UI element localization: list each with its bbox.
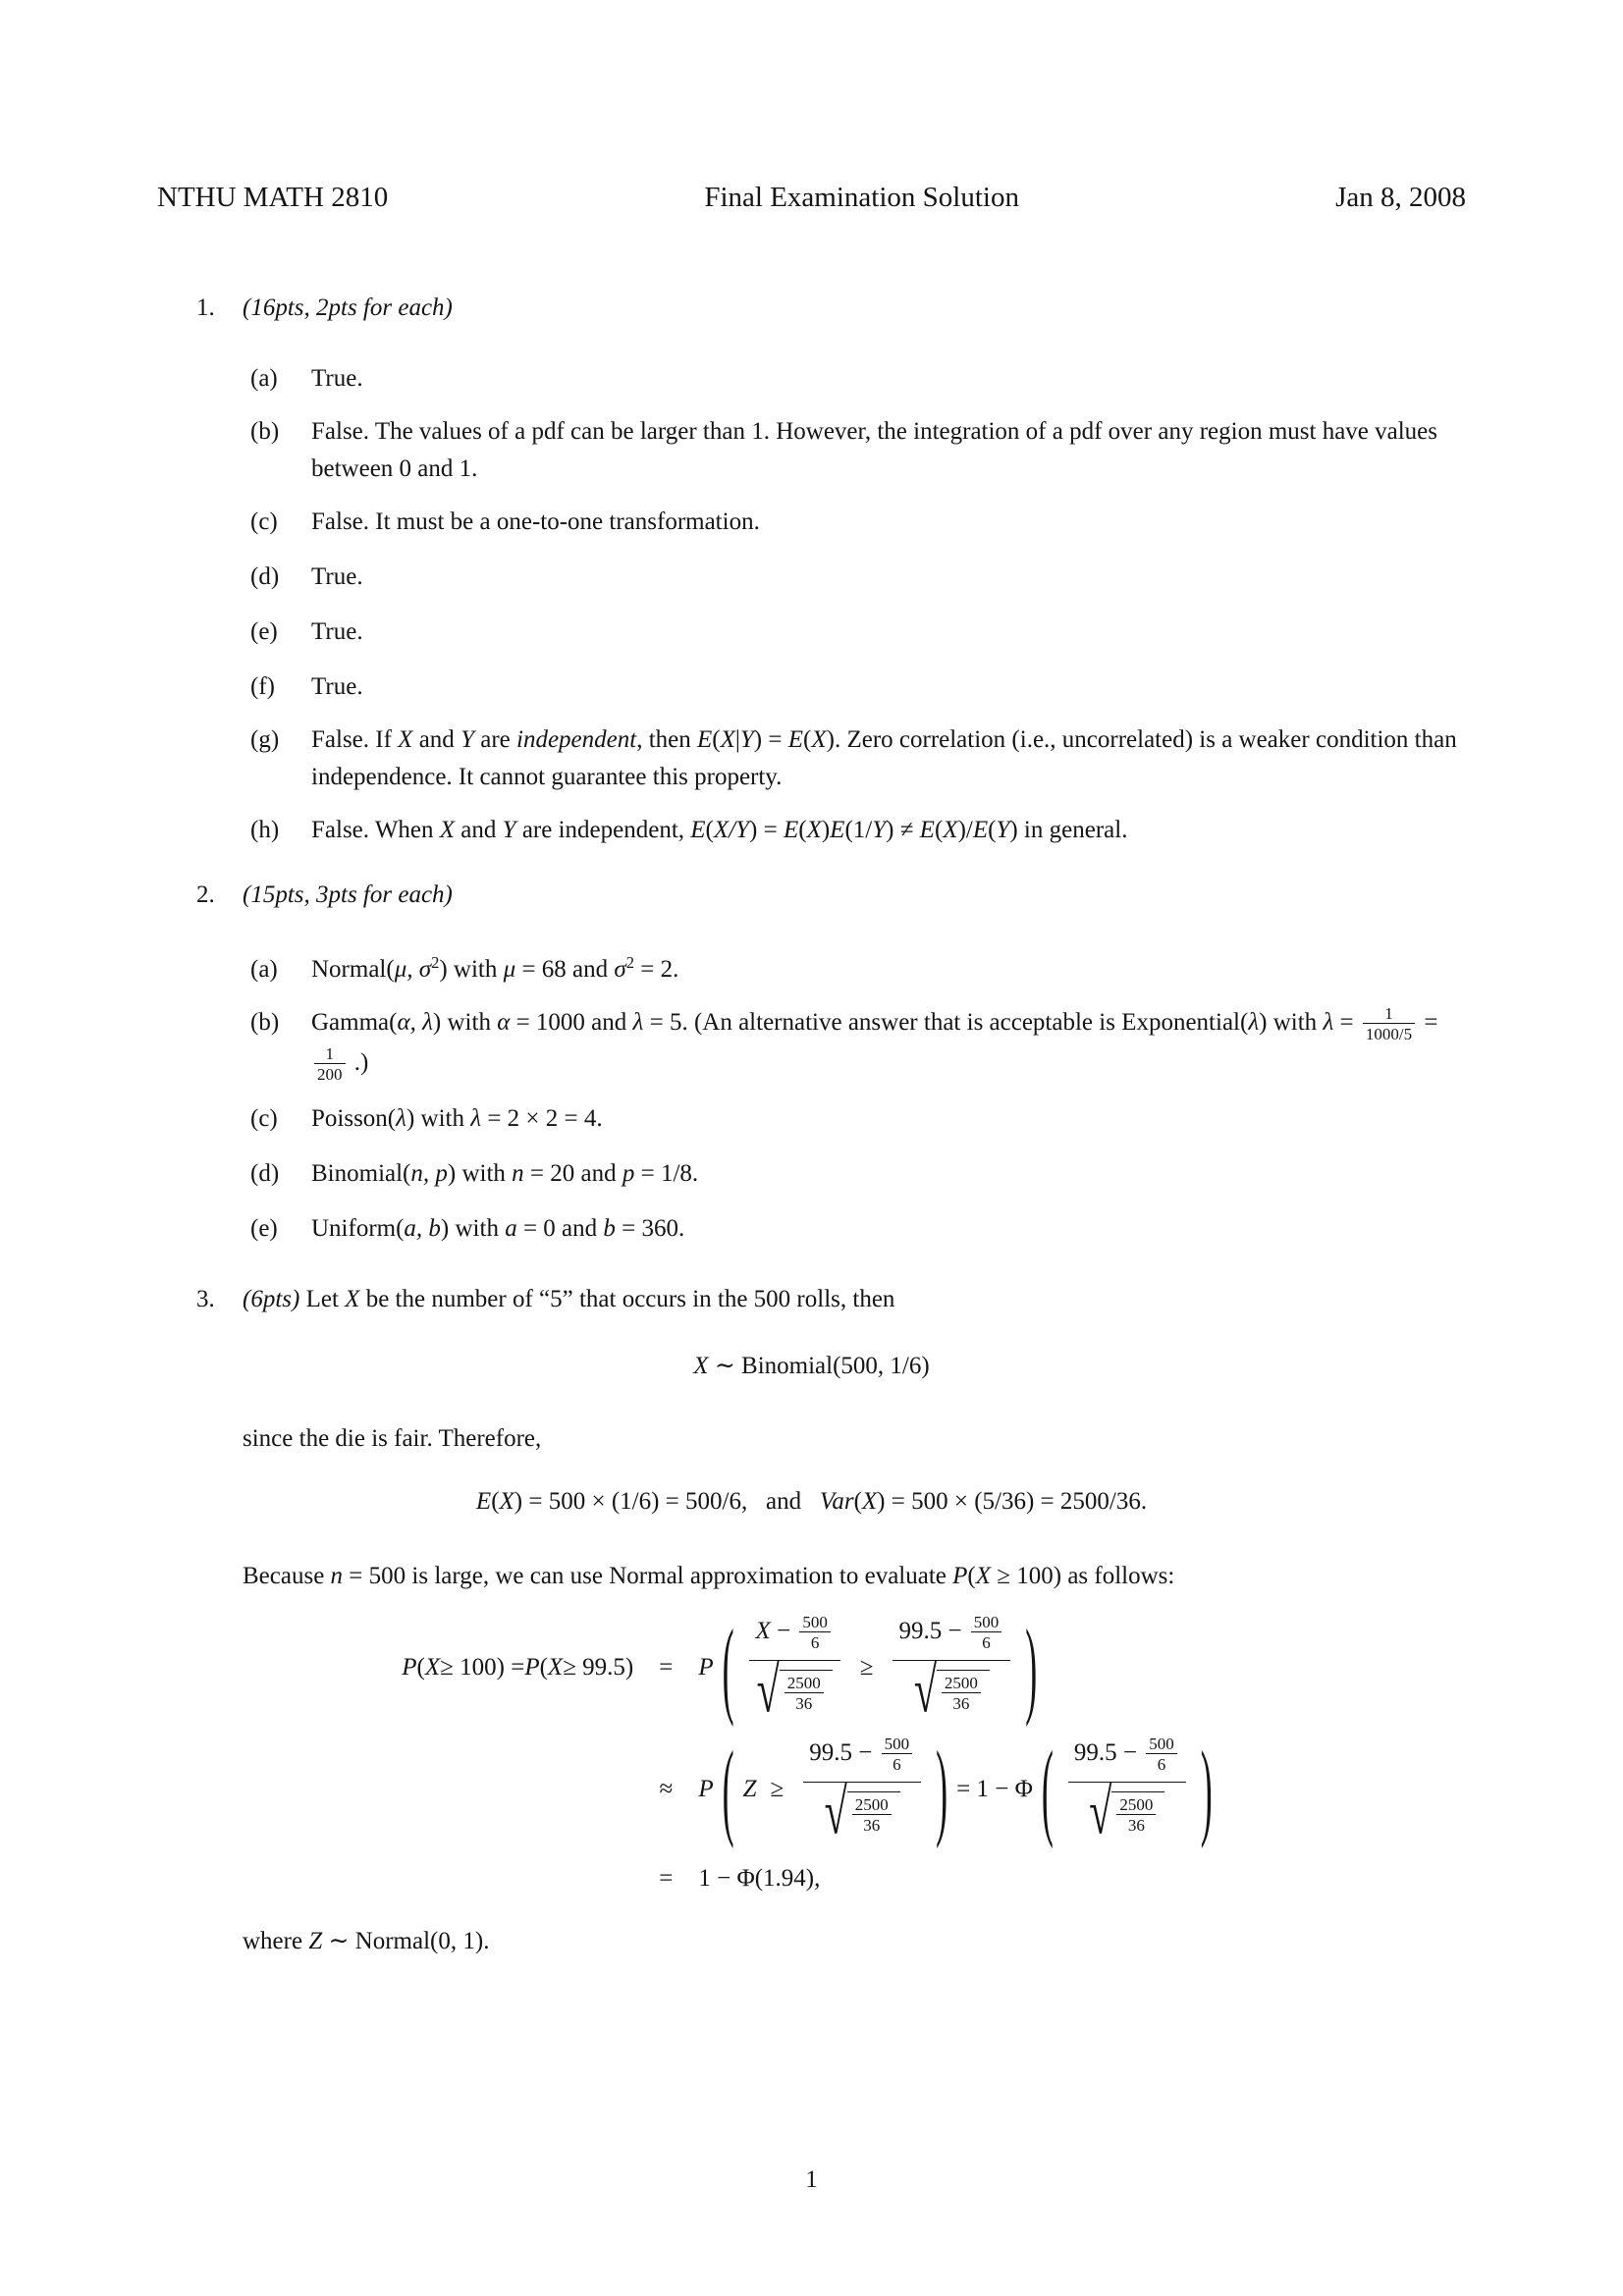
text-run: ) with [406, 1105, 471, 1132]
inline-fraction: $\frac{1}{1000/5}$ [1363, 1004, 1415, 1044]
prob-symbol: P [698, 1776, 714, 1802]
geq-symbol: ≥ [859, 1654, 874, 1681]
course-code: NTHU MATH 2810 [157, 182, 389, 213]
item-label: (a) [250, 956, 278, 983]
text-run: and [455, 817, 503, 843]
fraction-numerator: 99.5 − $\frac{500}{6}$ [1068, 1735, 1186, 1782]
text-run: α, λ [397, 1009, 433, 1037]
question-3-heading [196, 1281, 1466, 1318]
big-paren-right: ) [936, 1730, 948, 1849]
page-number: 1 [805, 2166, 818, 2193]
equation-row2-right [698, 1730, 1220, 1849]
answer-item-2a [250, 951, 1466, 988]
text-run: E [475, 1488, 492, 1515]
text-run: E [787, 726, 804, 753]
text-run: Gamma( [311, 1009, 398, 1037]
text-run: E [690, 817, 706, 843]
text-run: n [330, 1563, 344, 1589]
answer-item-1d [250, 559, 1466, 596]
text-run: (15pts, 3pts for each) [243, 881, 453, 908]
text-run: (1/ [844, 817, 873, 843]
text-run: Binomial( [311, 1160, 411, 1187]
text-run: = [1418, 1009, 1438, 1037]
text-run: ( [798, 817, 807, 843]
text-run: λ [632, 1009, 644, 1037]
text-run: P [402, 1654, 417, 1681]
item-label: (d) [250, 563, 280, 590]
text-run: X [861, 1488, 878, 1515]
text-run: = 500 is large, we can use Normal approximation to evaluate [343, 1563, 953, 1589]
inline-fraction: $\frac{500}{6}$ [882, 1735, 913, 1775]
item-body [311, 413, 1466, 488]
text-run: )/ [957, 817, 973, 843]
radicand [937, 1670, 990, 1715]
text-run: ) = [749, 817, 784, 843]
paragraph-die-fair [243, 1420, 1466, 1458]
sqrt-expression [824, 1778, 900, 1849]
document-title: Final Examination Solution [704, 182, 1019, 213]
display-equation-mean-variance [157, 1483, 1466, 1521]
text-run: (6pts) [243, 1286, 300, 1312]
paragraph-normal-approximation [243, 1558, 1466, 1595]
text-run: ≥ 100) as follows: [991, 1563, 1175, 1589]
one-minus-phi: = 1 − Φ [956, 1776, 1033, 1802]
item-body [311, 1155, 1466, 1193]
text-run: and [747, 1488, 820, 1515]
inline-fraction: $\frac{2500}{36}$ [942, 1674, 981, 1714]
text-run: ) = [753, 726, 788, 753]
text-run: = [1333, 1009, 1360, 1037]
text-run: Y [996, 817, 1010, 843]
text-run: 2 [625, 952, 634, 972]
text-run: X [975, 1563, 992, 1589]
text-run: P [524, 1654, 540, 1681]
text-run: Z [308, 1928, 323, 1954]
inline-fraction: $\frac{2500}{36}$ [784, 1674, 824, 1714]
text-run: E [830, 817, 845, 843]
text-run: X [720, 726, 735, 753]
item-body [311, 360, 1466, 398]
text-run: = 5. (An alternative answer that is acceptable is Exponential( [643, 1009, 1249, 1037]
text-run: ( [967, 1563, 976, 1589]
text-run: Y [872, 817, 887, 843]
item-body [311, 721, 1466, 796]
display-equation-binomial [157, 1348, 1466, 1385]
sqrt-symbol: √ [1089, 1778, 1112, 1849]
text-run: ) with [440, 1215, 506, 1242]
item-label: (c) [250, 1105, 278, 1132]
text-run: ( [803, 726, 812, 753]
big-paren-right: ) [1200, 1730, 1213, 1849]
text-run: independent [516, 726, 637, 753]
answer-item-2d [250, 1155, 1466, 1193]
text-run: ) = 500 × (5/36) = 2500/36. [877, 1488, 1148, 1515]
text-run: X [398, 726, 413, 753]
equation-row3-relation: = [659, 1865, 674, 1892]
item-label: (d) [250, 1160, 280, 1187]
item-body [311, 1210, 1466, 1248]
text-run: λ [470, 1105, 482, 1132]
text-run: ∼ Normal(0, 1). [322, 1928, 490, 1954]
text-run: E [783, 817, 799, 843]
text-run: E [696, 726, 713, 753]
question-intro [243, 1281, 894, 1318]
question-points [243, 290, 453, 327]
fraction-denominator [749, 1656, 840, 1728]
text-run: = 20 and [523, 1160, 622, 1187]
text-run: = 1000 and [510, 1009, 633, 1037]
fraction-block-x [749, 1612, 840, 1728]
fraction-denominator [1068, 1778, 1186, 1849]
text-run: True. [311, 563, 363, 590]
item-label: (c) [250, 508, 278, 535]
text-run: ( [934, 817, 944, 843]
item-label: (e) [250, 1215, 278, 1242]
text-run: σ [614, 956, 626, 983]
text-run: ( [988, 817, 997, 843]
text-run: ) ≠ [886, 817, 920, 843]
text-run: X/Y [713, 817, 749, 843]
item-body [311, 951, 1466, 988]
question-points [243, 877, 453, 914]
text-run: False. It must be a one-to-one transformation. [311, 508, 760, 535]
text-run: False. When [311, 817, 440, 843]
text-run: Y [739, 726, 754, 753]
fraction-block-99-5 [803, 1734, 921, 1849]
answer-item-1e [250, 614, 1466, 651]
text-run: Y [460, 726, 474, 753]
text-run: X [693, 1353, 709, 1379]
text-run: 1 − Φ(1.94), [698, 1865, 821, 1892]
inline-fraction: $\frac{2500}{36}$ [852, 1795, 892, 1836]
text-run: Var [819, 1488, 854, 1515]
fraction-block-99-5 [1068, 1734, 1186, 1849]
answer-item-1b [250, 413, 1466, 488]
radicand [780, 1670, 833, 1715]
answer-item-2e [250, 1210, 1466, 1248]
item-body [311, 812, 1466, 849]
text-run: = 68 and [515, 956, 615, 983]
item-label: (h) [250, 817, 280, 843]
item-label: (b) [250, 418, 280, 445]
item-label: (g) [250, 726, 280, 753]
equation-row3-right [698, 1860, 820, 1897]
sqrt-expression [756, 1656, 833, 1728]
text-run: μ [503, 956, 516, 983]
text-run: ) = 500 × (1/6) = 500/6, [514, 1488, 748, 1515]
answer-item-1f [250, 668, 1466, 706]
text-run: and [412, 726, 461, 753]
inline-fraction: $\frac{1}{200}$ [314, 1044, 346, 1085]
text-run: = 1/8. [634, 1160, 699, 1187]
big-paren-left: ( [1041, 1730, 1054, 1849]
text-run: ) with [447, 1160, 513, 1187]
text-run: P [952, 1563, 968, 1589]
document-date: Jan 8, 2008 [1335, 182, 1466, 213]
fraction-numerator: 99.5 − $\frac{500}{6}$ [803, 1735, 921, 1782]
text-run: since the die is fair. Therefore, [243, 1425, 542, 1452]
text-run: λ [1323, 1009, 1334, 1037]
big-paren-left: ( [722, 1608, 734, 1728]
text-run: X [943, 817, 958, 843]
question-1-heading [196, 290, 1466, 327]
text-run: are [473, 726, 516, 753]
item-body [311, 1004, 1466, 1085]
big-paren-right: ) [1025, 1608, 1038, 1728]
radicand [1111, 1791, 1164, 1837]
text-run: ≥ 100) = [440, 1654, 525, 1681]
text-run: n [512, 1160, 524, 1187]
text-run: (16pts, 2pts for each) [243, 294, 453, 321]
text-run: ). Zero correlation (i.e., uncorrelated) is a weaker condition than independence. It cannot guarantee this property. [311, 726, 1457, 790]
text-run: Y [502, 817, 516, 843]
text-run: p [622, 1160, 635, 1187]
equation-row1-right [698, 1608, 1046, 1728]
prob-symbol: P [698, 1654, 714, 1681]
text-run: ( [539, 1654, 548, 1681]
text-run: 2 [431, 952, 440, 972]
inline-fraction: $\frac{500}{6}$ [1146, 1735, 1177, 1775]
text-run: where [243, 1928, 309, 1954]
text-run: True. [311, 365, 363, 392]
text-run: ( [705, 817, 714, 843]
text-run: X [424, 1654, 441, 1681]
text-run: ( [491, 1488, 500, 1515]
text-run: X [806, 817, 822, 843]
question-number: 1. [196, 294, 215, 321]
item-body [311, 1100, 1466, 1138]
question-number: 3. [196, 1286, 215, 1312]
text-run: ) with [1259, 1009, 1324, 1037]
text-run: Let [299, 1286, 346, 1312]
text-run: X [439, 817, 456, 843]
answer-item-1a [250, 360, 1466, 398]
text-run: a [505, 1215, 517, 1242]
text-run: ) with [439, 956, 504, 983]
equation-row2-relation: ≈ [659, 1776, 674, 1802]
text-run: Poisson( [311, 1105, 397, 1132]
equation-row1-left [402, 1617, 633, 1719]
z-variable: Z [742, 1776, 757, 1802]
text-run: = 2 × 2 = 4. [481, 1105, 603, 1132]
text-run: False. The values of a pdf can be larger than 1. However, the integration of a pdf over any region must have values between 0 and 1. [311, 418, 1437, 482]
text-run: ( [712, 726, 721, 753]
text-run: = 0 and [516, 1215, 604, 1242]
text-run: μ, σ [394, 956, 432, 983]
text-run: ∼ Binomial(500, 1/6) [708, 1353, 930, 1379]
item-label: (f) [250, 673, 275, 700]
fraction-denominator [893, 1656, 1010, 1728]
sqrt-symbol: √ [756, 1656, 780, 1728]
answer-item-1g [250, 721, 1466, 796]
answer-item-2b [250, 1004, 1466, 1085]
page-content [157, 180, 1466, 1960]
text-run: ) with [432, 1009, 498, 1037]
big-paren-left: ( [722, 1730, 734, 1849]
item-label: (a) [250, 365, 278, 392]
text-run: α [497, 1009, 511, 1037]
text-run: True. [311, 618, 363, 645]
text-run: .) [348, 1049, 369, 1077]
text-run: are independent, [515, 817, 691, 843]
item-body [311, 559, 1466, 596]
text-run: be the number of “5” that occurs in the 500 rolls, then [359, 1286, 895, 1312]
fraction-block-99-5 [893, 1612, 1010, 1728]
text-run: λ [1248, 1009, 1260, 1037]
text-run: Uniform( [311, 1215, 405, 1242]
text-run: , then [636, 726, 697, 753]
fraction-numerator: X − $\frac{500}{6}$ [749, 1613, 840, 1660]
sqrt-expression [1089, 1778, 1164, 1849]
sqrt-symbol: √ [824, 1778, 847, 1849]
text-run: Normal( [311, 956, 395, 983]
text-run: E [919, 817, 935, 843]
equation-row1-relation: = [659, 1654, 674, 1681]
answer-item-2c [250, 1100, 1466, 1138]
question-2-heading [196, 877, 1466, 914]
text-run: Because [243, 1563, 331, 1589]
text-run: | [734, 726, 740, 753]
question-number: 2. [196, 881, 215, 908]
inline-fraction: $\frac{500}{6}$ [971, 1613, 1002, 1653]
text-run: λ [396, 1105, 406, 1132]
radicand [847, 1791, 900, 1837]
item-label: (e) [250, 618, 278, 645]
inline-fraction: $\frac{500}{6}$ [799, 1613, 831, 1653]
text-run: X [547, 1654, 564, 1681]
item-body [311, 668, 1466, 706]
answer-item-1c [250, 504, 1466, 541]
text-run: n, p [410, 1160, 448, 1187]
document-header [157, 180, 1466, 215]
text-run: X [811, 726, 827, 753]
text-run: X [345, 1286, 360, 1312]
text-run: a, b [404, 1215, 441, 1242]
geq-symbol: ≥ [770, 1776, 784, 1802]
item-label: (b) [250, 1009, 280, 1036]
inline-fraction: $\frac{2500}{36}$ [1116, 1795, 1156, 1836]
fraction-denominator [803, 1778, 921, 1849]
equation-array [157, 1608, 1466, 1897]
text-run: ) [821, 817, 831, 843]
paragraph-where-z [243, 1923, 1466, 1960]
text-run: False. If [311, 726, 399, 753]
sqrt-symbol: √ [913, 1656, 937, 1728]
sqrt-expression [913, 1656, 990, 1728]
fraction-numerator: 99.5 − $\frac{500}{6}$ [893, 1613, 1010, 1660]
text-run: ( [416, 1654, 425, 1681]
text-run: E [972, 817, 989, 843]
item-body [311, 614, 1466, 651]
text-run: X [499, 1488, 514, 1515]
answer-item-1h [250, 812, 1466, 849]
text-run: = 2. [633, 956, 679, 983]
item-body [311, 504, 1466, 541]
text-run: b [603, 1215, 616, 1242]
text-run: ≥ 99.5) [563, 1654, 634, 1681]
text-run: True. [311, 673, 363, 700]
text-run: ( [853, 1488, 862, 1515]
text-run: ) in general. [1009, 817, 1128, 843]
text-run: = 360. [615, 1215, 685, 1242]
